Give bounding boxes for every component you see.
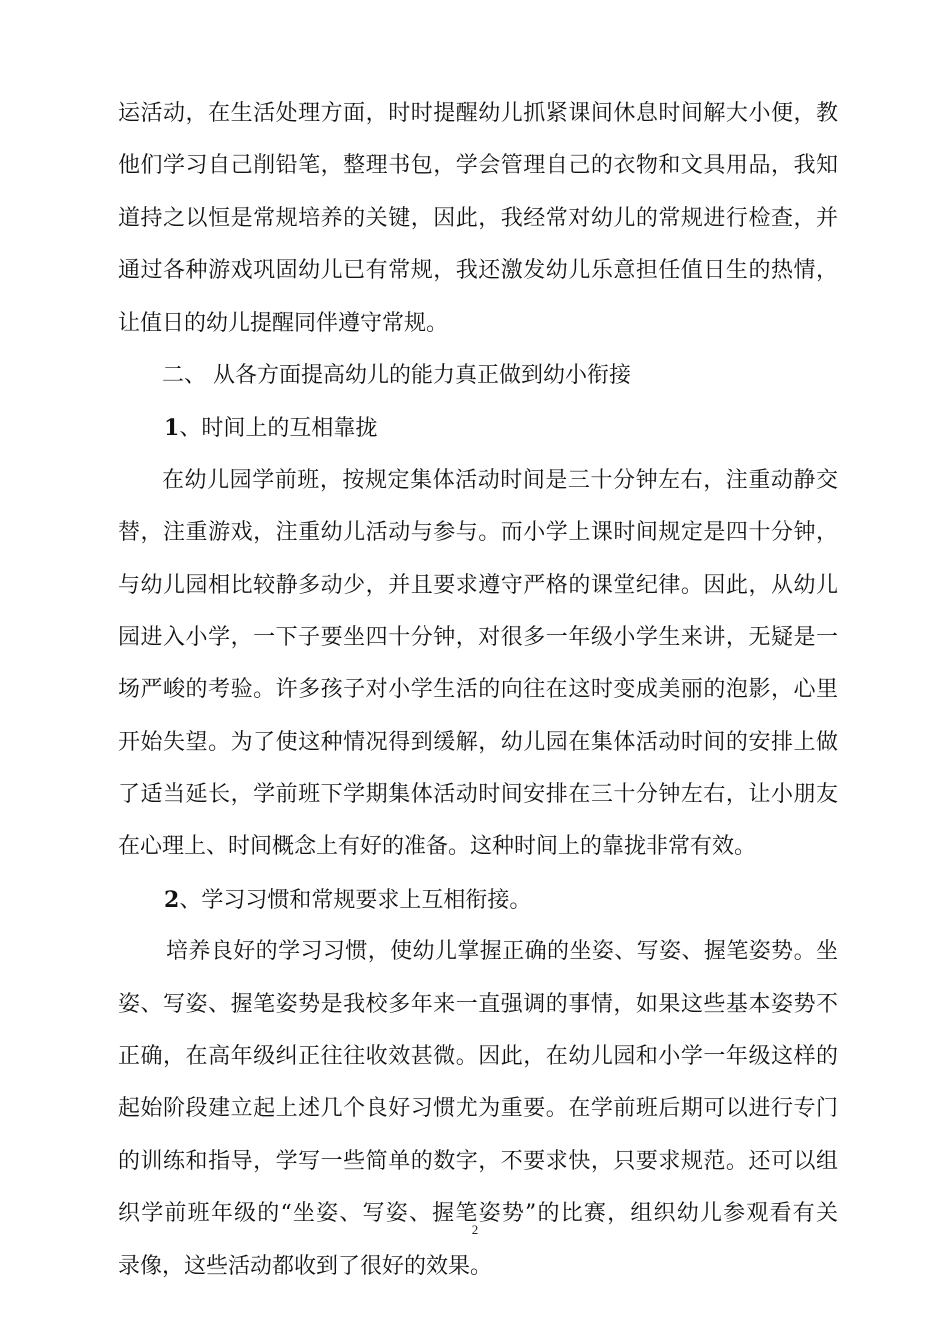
paragraph-line: 起始阶段建立起上述几个良好习惯尤为重要。在学前班后期可以进行专门 [118,1096,838,1122]
section-heading: 二、 从各方面提高幼儿的能力真正做到幼小衔接 [162,362,631,388]
paragraph-line: 正确，在高年级纠正往往收效甚微。因此，在幼儿园和小学一年级这样的 [118,1044,838,1070]
subsection-number: 2 [164,886,180,913]
paragraph-line: 场严峻的考验。许多孩子对小学生活的向往在这时变成美丽的泡影，心里 [118,677,838,703]
paragraph-line: 开始失望。为了使这种情况得到缓解，幼儿园在集体活动时间的安排上做 [118,729,838,755]
paragraph-line: 替，注重游戏，注重幼儿活动与参与。而小学上课时间规定是四十分钟， [118,520,838,546]
paragraph-line: 录像，这些活动都收到了很好的效果。 [118,1253,493,1279]
body-text [118,88,838,1293]
paragraph-line: 与幼儿园相比较静多动少，并且要求遵守严格的课堂纪律。因此，从幼儿 [118,572,838,598]
paragraph-line: 园进入小学，一下子要坐四十分钟，对很多一年级小学生来讲，无疑是一 [118,624,838,650]
paragraph-first-line: 培养良好的学习习惯，使幼儿掌握正确的坐姿、写姿、握笔姿势。坐 [166,939,838,965]
subsection-title: 、时间上的互相靠拢 [179,416,378,442]
paragraph-line: 在心理上、时间概念上有好的准备。这种时间上的靠拢非常有效。 [118,834,757,860]
paragraph-line: 了适当延长，学前班下学期集体活动时间安排在三十分钟左右，让小朋友 [118,782,838,808]
subsection-heading [118,874,838,926]
paragraph-line: 道持之以恒是常规培养的关键，因此，我经常对幼儿的常规进行检查，并 [118,205,838,231]
paragraph-line: 他们学习自己削铅笔，整理书包，学会管理自己的衣物和文具用品，我知 [118,153,838,179]
subsection-number: 1 [164,415,180,442]
paragraph-line: 让值日的幼儿提醒同伴遵守常规。 [118,310,449,336]
paragraph-line: 姿、写姿、握笔姿势是我校多年来一直强调的事情，如果这些基本姿势不 [118,991,838,1017]
paragraph-first-line: 在幼儿园学前班，按规定集体活动时间是三十分钟左右，注重动静交 [162,467,838,493]
page-number: 2 [471,1222,479,1237]
paragraph-line: 通过各种游戏巩固幼儿已有常规，我还激发幼儿乐意担任值日生的热情， [118,258,838,284]
paragraph-line: 织学前班年级的“坐姿、写姿、握笔姿势”的比赛，组织幼儿参观看有关 [118,1201,838,1227]
subsection-heading [118,402,838,454]
paragraph-line: 的训练和指导，学写一些简单的数字，不要求快，只要求规范。还可以组 [118,1148,838,1174]
subsection-title: 、学习习惯和常规要求上互相衔接。 [179,887,532,913]
paragraph-line: 运活动，在生活处理方面，时时提醒幼儿抓紧课间休息时间解大小便，教 [118,101,838,126]
